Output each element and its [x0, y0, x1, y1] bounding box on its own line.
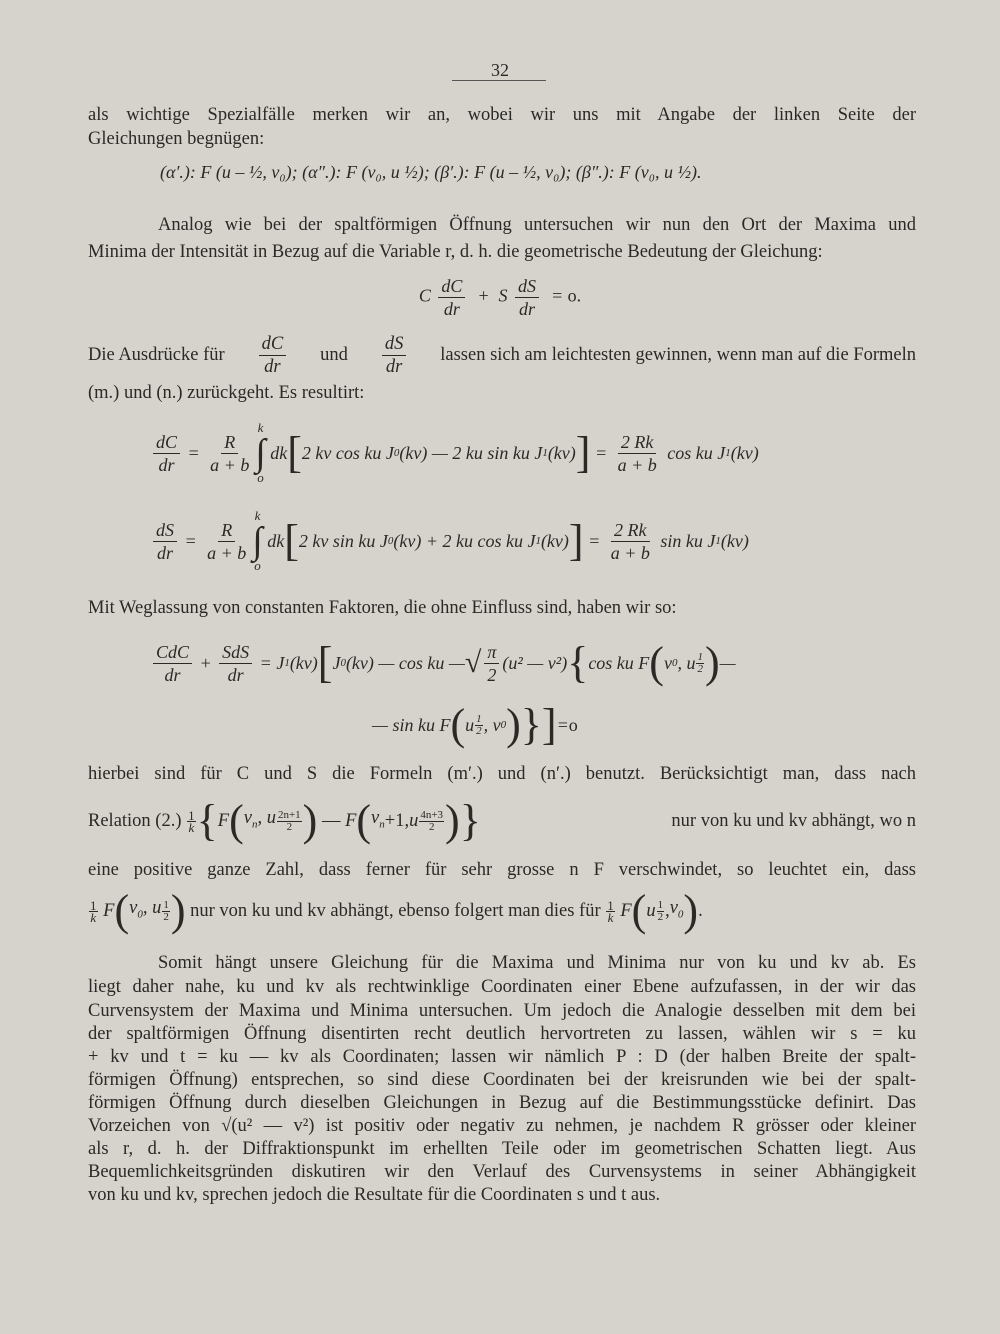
- paragraph-6-line-2: liegt daher nahe, ku und kv als rechtwinklige Coordinaten einer Ebene aufzufassen, in der wir das: [88, 977, 916, 997]
- paragraph-6-line-10: Bequemlichkeitsgründen diskutiren wir den Verlauf des Curvensystems in seiner Abhängigkeit: [88, 1162, 916, 1182]
- paragraph-1-line-1: als wichtige Spezialfälle merken wir an, wobei wir uns mit Angabe der linken Seite der: [88, 105, 916, 125]
- paragraph-4: Mit Weglassung von constanten Faktoren, die ohne Einfluss sind, haben wir so:: [88, 598, 677, 618]
- paragraph-2-line-2: Minima der Intensität in Bezug auf die Variable r, d. h. die geometrische Bedeutung der Gleichung:: [88, 242, 823, 262]
- paragraph-6-line-6: förmigen Öffnung) entsprechen, so sind diese Coordinaten bei der kreisrunden wie bei der spalt-: [88, 1070, 916, 1090]
- paragraph-1-line-2: Gleichungen begnügen:: [88, 129, 265, 149]
- paragraph-5-line-2: Relation (2.) 1 k { F ( $v_n$, u 2n+1 2 ) — F ( $v_n$ +1, u 4n+3 2 )} nur von ku und kv abhängt, wo n: [88, 796, 916, 845]
- paragraph-6-line-4: der spaltförmigen Öffnung disentirten recht deutlich hervortreten zu lassen, wählen wir s = ku: [88, 1024, 916, 1044]
- paragraph-5-line-3: eine positive ganze Zahl, dass ferner für sehr grosse n F verschwindet, so leuchtet ein, dass: [88, 860, 916, 880]
- paragraph-6-line-3: Curvensystem der Maxima und Minima untersuchen. Um jedoch die Analogie desselben mit dem bei: [88, 1001, 916, 1021]
- paragraph-6-line-8: Vorzeichen von √(u² — v²) ist positiv oder negativ zu nehmen, je nachdem R grösser oder kleiner: [88, 1116, 916, 1136]
- relation-label: Relation (2.): [88, 811, 182, 831]
- equation-extremum-condition: C $\frac{dC}{dr}$ + S $\frac{dS}{dr}$ = o.: [418, 276, 582, 319]
- equation-dC-dr: $\frac{dC}{dr}$ = $\frac{R}{a + b}$ k ∫ o dk [ 2 kv cos ku J 0 (kv) — 2 ku sin ku J 1 (kv) ] = $\frac{2 Rk}{a + b}$ cos ku J 1 (kv): [150, 418, 759, 488]
- equation-special-cases-text: (α′.): F (u – ½, v₀); (α″.): F (v₀, u ½); (β′.): F (u – ½, v₀); (β″.): F (v₀, u ½).: [160, 162, 702, 182]
- equation-special-cases: [160, 162, 702, 183]
- paragraph-2-line-1: Analog wie bei der spaltförmigen Öffnung untersuchen wir nun den Ort der Maxima und: [158, 215, 916, 235]
- paragraph-5-line-1: hierbei sind für C und S die Formeln (m′.) und (n′.) benutzt. Berücksichtigt man, dass nach: [88, 764, 916, 784]
- paragraph-6-line-1: Somit hängt unsere Gleichung für die Maxima und Minima nur von ku und kv ab. Es: [158, 953, 916, 973]
- header-rule: [452, 80, 546, 81]
- paragraph-3-part-b: und: [320, 345, 348, 365]
- paragraph-3-line-2: (m.) und (n.) zurückgeht. Es resultirt:: [88, 383, 365, 403]
- paragraph-5-line-4-mid: nur von ku und kv abhängt, ebenso folgert man dies für: [190, 901, 601, 921]
- paragraph-6-line-7: förmigen Öffnung durch dieselben Gleichungen in Bezug auf die Bestimmungsstücke definirt. Das: [88, 1093, 916, 1113]
- paragraph-5-line-2-tail: nur von ku und kv abhängt, wo n: [671, 811, 916, 831]
- page-number: 32: [491, 60, 509, 80]
- paragraph-3-line-1: Die Ausdrücke für $\frac{dC}{dr}$ und $\frac{dS}{dr}$ lassen sich am leichtesten gewinnen, wenn man auf die Formeln: [88, 333, 916, 377]
- equation-combined-line-2: — sin ku F ( u 1 2 , v 0 )}] = o: [372, 700, 578, 749]
- paragraph-6-line-5: + kv und t = ku — kv als Coordinaten; lassen wir nämlich P : D (der halben Breite der spalt-: [88, 1047, 916, 1067]
- equation-combined-line-1: $\frac{\text{CdC}}{dr}$ + $\frac{\text{SdS}}{dr}$ = J 1 (kv) [ J 0 (kv) — cos ku — √ $\frac{\pi}{2}$ (u² — v²) { cos ku F ( v 0 , u 1 2 ) —: [150, 635, 736, 691]
- paragraph-3-part-c: lassen sich am leichtesten gewinnen, wenn man auf die Formeln: [440, 345, 916, 365]
- paragraph-6-line-9: als r, d. h. der Diffraktionspunkt im erhellten Teile oder im geometrischen Schatten liegt. Aus: [88, 1139, 916, 1159]
- paragraph-5-line-4: 1 k F ( $v_0$, u 1 2 ) nur von ku und kv abhängt, ebenso folgert man dies für 1 k F ( u 1 2 , $v_0$ ) .: [90, 886, 703, 935]
- paragraph-3-part-a: Die Ausdrücke für: [88, 345, 225, 365]
- equation-dS-dr: $\frac{dS}{dr}$ = $\frac{R}{a + b}$ k ∫ o dk [ 2 kv sin ku J 0 (kv) + 2 ku cos ku J 1 (kv) ] = $\frac{2 Rk}{a + b}$ sin ku J 1 (kv): [150, 506, 749, 576]
- paragraph-6-line-11: von ku und kv, sprechen jedoch die Resultate für die Coordinaten s und t aus.: [88, 1185, 661, 1205]
